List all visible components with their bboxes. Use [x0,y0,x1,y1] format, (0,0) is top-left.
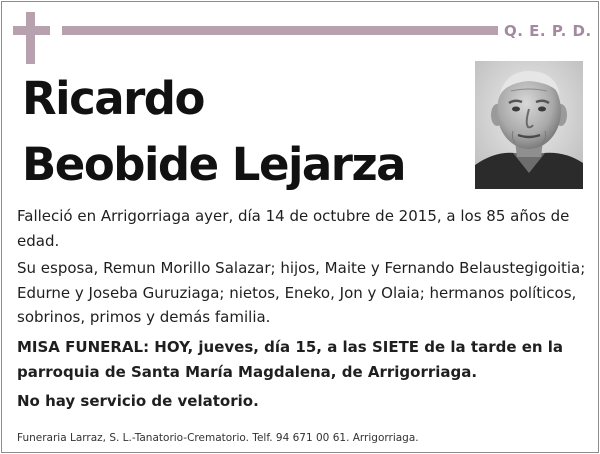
wake-notice: No hay servicio de velatorio. [17,392,259,410]
funeral-home-info: Funeraria Larraz, S. L.-Tanatorio-Crematorio. Telf. 94 671 00 61. Arrigorriaga. [17,432,419,444]
portrait-photo [475,61,583,189]
funeral-mass-notice: MISA FUNERAL: HOY, jueves, día 15, a las SIETE de la tarde en la parroquia de Santa María Magdalena, de Arrigorriaga. [17,338,564,381]
deceased-surnames: Beobide Lejarza [22,138,406,191]
death-notice: Falleció en Arrigorriaga ayer, día 14 de octubre de 2015, a los 85 años de edad. [17,207,570,250]
portrait-icon [475,61,583,189]
obituary-card [1,1,599,453]
qepd-label: Q. E. P. D. [504,22,592,40]
family-list: Su esposa, Remun Morillo Salazar; hijos, Maite y Fernando Belaustegigoitia; Edurne y Joseba Guruziaga; nietos, Eneko, Jon y Olaia; hermanos políticos, sobrinos, primos y demás familia. [17,259,586,326]
cross-icon-horizontal [13,26,50,35]
cross-icon-vertical [26,12,35,64]
deceased-first-name: Ricardo [22,72,204,125]
header-divider [62,26,498,35]
